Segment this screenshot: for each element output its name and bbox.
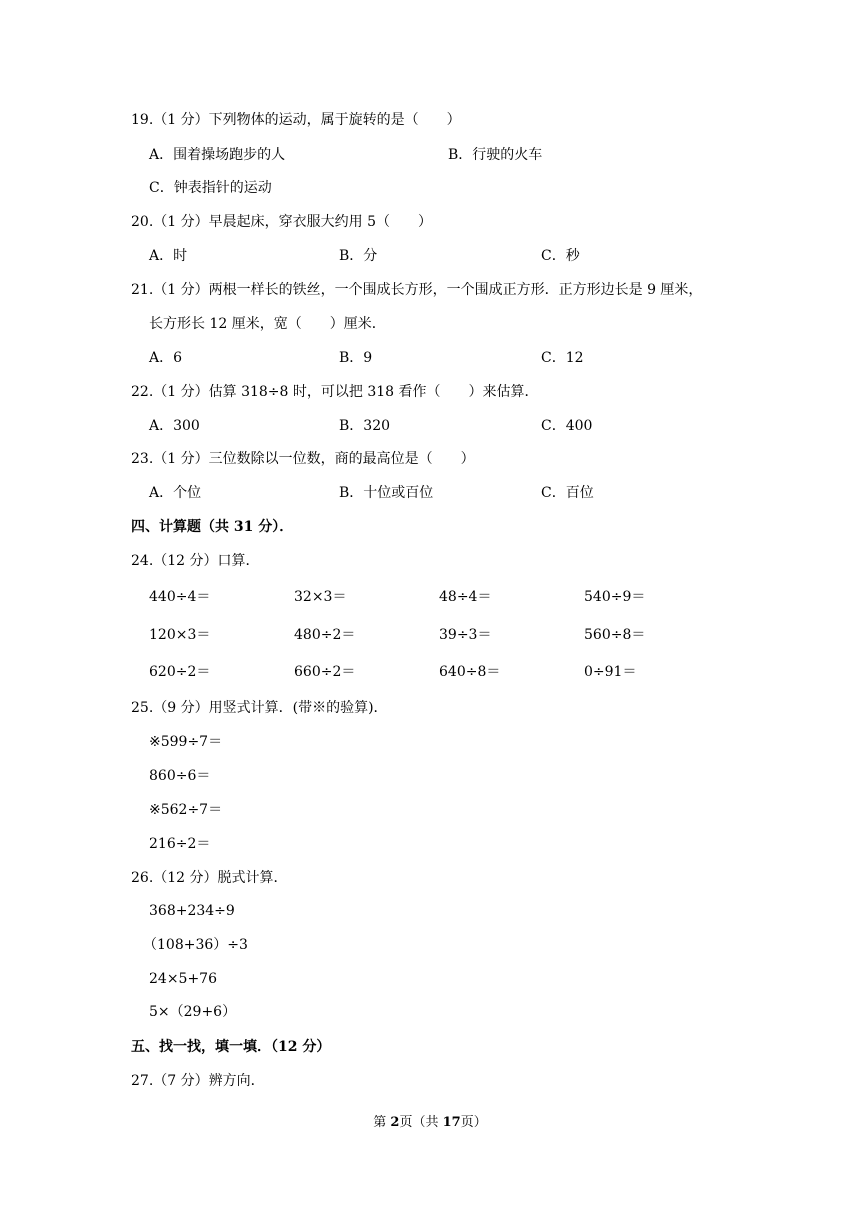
q25-item: ※562÷7＝ bbox=[149, 802, 223, 818]
question-22: 22.（1 分）估算 318÷8 时，可以把 318 看作（ ）来估算． bbox=[131, 384, 539, 400]
q23-option-b: B．十位或百位 bbox=[339, 485, 434, 501]
q19-option-b: B．行驶的火车 bbox=[448, 147, 543, 163]
q24-item: 39÷3＝ bbox=[439, 627, 492, 643]
footer-page-number: 2 bbox=[390, 1115, 400, 1130]
q22-option-b: B．320 bbox=[339, 418, 391, 434]
question-24: 24.（12 分）口算． bbox=[131, 553, 260, 569]
question-27: 27.（7 分）辨方向． bbox=[131, 1073, 265, 1089]
q24-item: 120×3＝ bbox=[149, 627, 211, 643]
q25-item: ※599÷7＝ bbox=[149, 734, 223, 750]
question-21-line1: 21.（1 分）两根一样长的铁丝，一个围成长方形，一个围成正方形．正方形边长是 9 厘米， bbox=[131, 282, 703, 298]
q24-item: 640÷8＝ bbox=[439, 664, 501, 680]
q23-option-a: A．个位 bbox=[149, 485, 202, 501]
q26-item: 368+234÷9 bbox=[149, 903, 235, 919]
q21-option-c: C．12 bbox=[541, 350, 584, 366]
q23-option-c: C．百位 bbox=[541, 485, 594, 501]
q24-item: 440÷4＝ bbox=[149, 589, 211, 605]
question-25: 25.（9 分）用竖式计算．(带※的验算)． bbox=[131, 700, 388, 716]
footer-total-pages: 17 bbox=[442, 1115, 461, 1130]
q22-option-a: A．300 bbox=[149, 418, 200, 434]
q20-option-c: C．秒 bbox=[541, 248, 580, 264]
page-footer bbox=[0, 1111, 860, 1130]
question-21-line2: 长方形长 12 厘米，宽（ ）厘米． bbox=[149, 316, 386, 332]
q20-option-a: A．时 bbox=[149, 248, 188, 264]
q19-option-a: A．围着操场跑步的人 bbox=[149, 147, 286, 163]
q20-option-b: B．分 bbox=[339, 248, 378, 264]
section-4-heading: 四、计算题（共 31 分）． bbox=[131, 519, 294, 535]
q19-option-c: C．钟表指针的运动 bbox=[149, 180, 272, 196]
footer-middle: 页（共 bbox=[399, 1115, 443, 1130]
section-5-heading: 五、找一找，填一填．（12 分） bbox=[131, 1039, 331, 1055]
q26-item: 5×（29+6） bbox=[149, 1004, 237, 1020]
question-23: 23.（1 分）三位数除以一位数，商的最高位是（ ） bbox=[131, 451, 475, 467]
q21-option-a: A．6 bbox=[149, 350, 183, 366]
q24-item: 480÷2＝ bbox=[294, 627, 356, 643]
q26-item: （108+36）÷3 bbox=[143, 937, 248, 953]
q25-item: 216÷2＝ bbox=[149, 836, 211, 852]
q25-item: 860÷6＝ bbox=[149, 768, 211, 784]
q24-item: 540÷9＝ bbox=[584, 589, 646, 605]
question-20: 20.（1 分）早晨起床，穿衣服大约用 5（ ） bbox=[131, 214, 432, 230]
q24-item: 48÷4＝ bbox=[439, 589, 492, 605]
q24-item: 0÷91＝ bbox=[584, 664, 637, 680]
footer-suffix: 页） bbox=[460, 1115, 487, 1130]
footer-prefix: 第 bbox=[373, 1115, 391, 1130]
question-19: 19.（1 分）下列物体的运动，属于旋转的是（ ） bbox=[131, 112, 461, 128]
question-26: 26.（12 分）脱式计算． bbox=[131, 870, 288, 886]
q22-option-c: C．400 bbox=[541, 418, 593, 434]
q26-item: 24×5+76 bbox=[149, 971, 217, 987]
q21-option-b: B．9 bbox=[339, 350, 373, 366]
q24-item: 560÷8＝ bbox=[584, 627, 646, 643]
q24-item: 32×3＝ bbox=[294, 589, 347, 605]
q24-item: 660÷2＝ bbox=[294, 664, 356, 680]
q24-item: 620÷2＝ bbox=[149, 664, 211, 680]
